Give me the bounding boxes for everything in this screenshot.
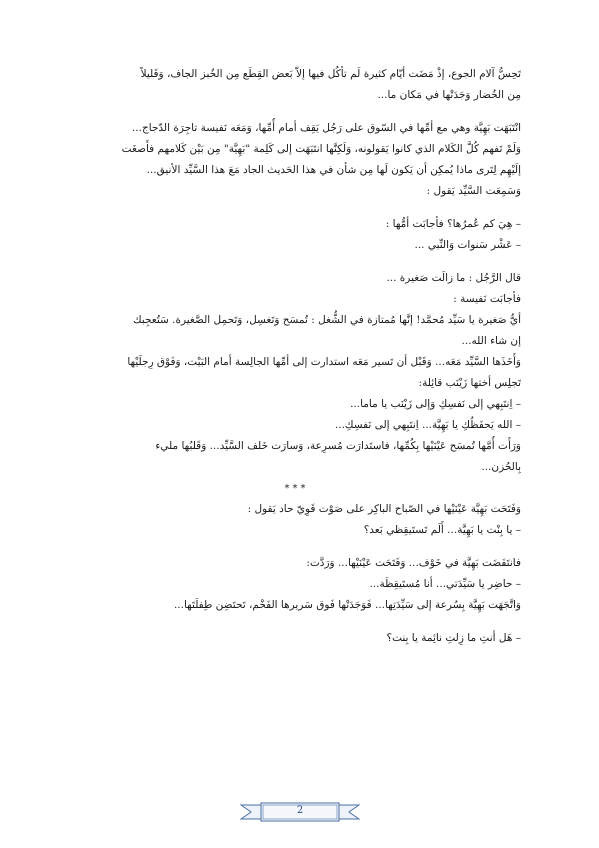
- text-line: وَأَخَذَها السَّيِّد مَعَه... وَقَبْل أن تَسير مَعَه استدارت إلى أمِّها الجالِسة أمام البَيْت، وَفَوْق رِجلَيْها: [127, 356, 521, 368]
- text-line: وَرَأَت أُمَّها تُمسَح عَيْنَيْها بِكُمِّها، فاستَدارَت مُسرِعة، وَسارَت خَلف السَّيِّد... وَقَلبُها مليء: [155, 440, 521, 452]
- paragraph-gap: [72, 106, 521, 118]
- text-line: وَفَتَحَت بَهِيَّة عَيْنَيْها في الصّباح الباكِر على صَوْت قَوِيّ حاد يَقول :: [247, 503, 521, 515]
- paragraph-gap: [72, 256, 521, 268]
- text-line: فأجابَت نَفيسة :: [453, 293, 521, 305]
- text-line: إلَيْهِم لِتَرى ماذا يُمكِن أن يَكون لَها مِن شأن في هذا الحَديث الجاد مَعَ هذا السَّيِّد الأنيق...: [146, 164, 521, 176]
- text-line: إن شاء الله...: [461, 335, 521, 347]
- text-line: وَلَمْ تَفهم كُلَّ الكَلام الذي كانوا يَقولونه، وَلَكِنَّها انتَبَهَت إلى كَلِمة "بَهِيَّة" مِن بَيْن كَلامهم فأَصغَت: [121, 143, 521, 155]
- text-line: قال الرَّجُل : ما زالَت صَغيرة ...: [386, 272, 521, 284]
- page-number: 2: [296, 805, 304, 816]
- text-line: بِالحُزن...: [481, 461, 521, 473]
- page-number-badge: [239, 802, 361, 822]
- story-text: [72, 64, 521, 649]
- text-line: وَاتَّجَهَت بَهِيَّة بِسُرعة إلى سَيِّدَتِها... فَوَجَدَتْها فَوق سَريرها الفَخْم، تَحتَضِن طِفلَتَها...: [173, 599, 521, 611]
- text-line: مِن الخُضار وَجَدَتْها في مَكان ما...: [377, 89, 521, 101]
- text-line: وَسَمِعَت السَّيِّد يَقول :: [426, 185, 521, 197]
- text-line: – عَشْر سَنوات وَالنِّبي ...: [414, 239, 521, 251]
- text-line: تَحِسُّ آلام الجوع، إذْ مَضَت أيّام كثيرة لَم تأكُل فيها إلاّ بَعض القِطَع مِن الخُبز الجاف، وَقَليلاً: [140, 68, 521, 80]
- text-line: – هَل أنتِ ما زِلتِ نائِمة يا بِنت؟: [386, 632, 521, 644]
- text-line: فانتَفَضَت بَهِيَّة في خَوْف... وَفَتَحَت عَيْنَيْها... وَرَدَّت:: [306, 557, 521, 569]
- text-line: – الله يَحفَظُكِ يا بَهِيَّة... اِنتَبِهي إلى نَفسِكِ...: [334, 419, 521, 431]
- text-line: – يا بِنْت يا بَهِيَّة... أَلَم تَستَيقِظي بَعد؟: [363, 524, 521, 536]
- text-line: تَجلِس أختها زَيْنَب قائِلة:: [418, 377, 521, 389]
- paragraph-gap: [72, 616, 521, 628]
- text-line: انْتَبَهَت بَهِيَّة وهي مع أمِّها في السّوق على رَجُل يَقِف أمام أُمِّها، وَمَعَه نَفيسة تاجِرَة الدّجاج...: [131, 122, 521, 134]
- text-line: – حاضِر يا سَيِّدَتي... أنا مُستَيقِظَة...: [369, 578, 521, 590]
- paragraph-gap: [72, 202, 521, 214]
- paragraph-gap: [72, 541, 521, 553]
- text-line: – هِيَ كم عُمرُها؟ فأجابَت أمُّها :: [385, 218, 521, 230]
- text-line: – اِنتَبِهي إلى نَفسِكِ وَإلى زَيْنَب يا ماما...: [350, 398, 521, 410]
- text-line: أيُّ صَغيرة يا سَيِّد مُحمَّد! إنَّها مُمتازة في الشُّغل : تُمسَح وَتَغسِل، وَتَحمِل الصَّغيرة. سَتُعجِبك: [132, 314, 521, 326]
- section-separator: ***: [284, 483, 309, 494]
